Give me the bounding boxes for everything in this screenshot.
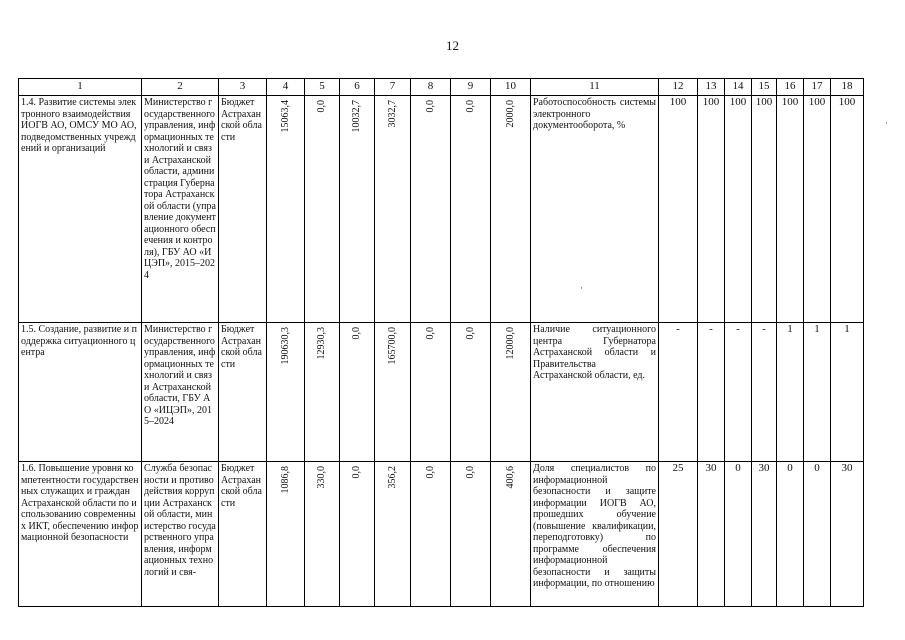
scan-speck: ·	[580, 283, 583, 293]
target-value-cell: 0	[725, 462, 752, 607]
funding-source-cell: Бюджет Астраханской области	[219, 462, 267, 607]
financing-cell	[267, 462, 305, 607]
financing-value: 0,0	[351, 466, 362, 479]
target-value-cell: 0	[804, 462, 831, 607]
target-value-cell: 30	[752, 462, 777, 607]
target-value-cell: 100	[725, 96, 752, 323]
indicator-cell: Наличие ситуационного центра Губернатора Астраханской области и Правительства Астраханской области, ед.	[531, 323, 659, 462]
financing-value: 0,0	[316, 100, 327, 113]
column-number-header: 18	[831, 79, 864, 96]
financing-cell	[375, 323, 411, 462]
financing-cell	[305, 96, 340, 323]
column-number-header: 13	[698, 79, 725, 96]
column-number-header: 6	[340, 79, 375, 96]
target-value-cell: -	[659, 323, 698, 462]
column-number-row	[19, 79, 864, 96]
financing-value: 2000,0	[504, 100, 516, 128]
table-row	[19, 96, 864, 323]
target-value-cell: 100	[777, 96, 804, 323]
program-table	[18, 78, 864, 607]
column-number-header: 4	[267, 79, 305, 96]
financing-cell	[491, 462, 531, 607]
column-number-header: 10	[491, 79, 531, 96]
activity-name-cell: 1.5. Создание, развитие и поддержка ситуационного центра	[19, 323, 142, 462]
target-value-cell: 30	[831, 462, 864, 607]
target-value-cell: -	[698, 323, 725, 462]
indicator-cell: Доля специалистов по информационной безопасности и защите информации ИОГВ АО, прошедших обучение (повышение квалификации, переподготовку) по программе обеспечения информационной безопасности и защиты информации, по отношению	[531, 462, 659, 607]
financing-cell	[340, 462, 375, 607]
responsible-cell: Министерство государственного управления, информационных технологий и связи Астраханской области, ГБУ АО «ИЦЭП», 2015–2024	[142, 323, 219, 462]
financing-cell	[411, 323, 451, 462]
financing-cell	[340, 323, 375, 462]
financing-cell	[451, 323, 491, 462]
financing-value: 10032,7	[351, 100, 362, 133]
financing-cell	[305, 462, 340, 607]
financing-cell	[305, 323, 340, 462]
activity-name-cell: 1.4. Развитие системы электронного взаимодействия ИОГВ АО, ОМСУ МО АО, подведомственных учреждений и организаций	[19, 96, 142, 323]
responsible-cell: Министерство государственного управления, информационных технологий и связи Астраханской области, администрация Губернатора Астраханской области (управление документационного обеспечения и контроля), ГБУ АО «ИЦЭП», 2015–2024	[142, 96, 219, 323]
financing-value: 3032,7	[386, 100, 398, 128]
financing-cell	[267, 96, 305, 323]
page-number: 12	[446, 38, 459, 53]
column-number-header: 17	[804, 79, 831, 96]
financing-value: 0,0	[464, 327, 476, 340]
column-number-header: 15	[752, 79, 777, 96]
financing-value: 165700,0	[386, 327, 398, 365]
column-number-header: 11	[531, 79, 659, 96]
target-value-cell: -	[725, 323, 752, 462]
funding-source-cell: Бюджет Астраханской области	[219, 96, 267, 323]
target-value-cell: 0	[777, 462, 804, 607]
financing-cell	[491, 96, 531, 323]
financing-value: 12930,3	[316, 327, 327, 360]
financing-value: 1086,8	[279, 466, 291, 494]
target-value-cell: 100	[752, 96, 777, 323]
financing-value: 0,0	[351, 327, 362, 340]
target-value-cell: 100	[831, 96, 864, 323]
financing-value: 0,0	[424, 466, 436, 479]
column-number-header: 9	[451, 79, 491, 96]
target-value-cell: 30	[698, 462, 725, 607]
column-number-header: 2	[142, 79, 219, 96]
target-value-cell: 1	[777, 323, 804, 462]
column-number-header: 5	[305, 79, 340, 96]
financing-value: 190630,3	[279, 327, 291, 365]
activity-name-cell: 1.6. Повышение уровня компетентности государственных служащих и граждан Астраханской области по использованию современных ИКТ, обеспечению информационной безопасности	[19, 462, 142, 607]
financing-cell	[451, 96, 491, 323]
financing-cell	[451, 462, 491, 607]
target-value-cell: 25	[659, 462, 698, 607]
financing-value: 12000,0	[504, 327, 516, 360]
financing-value: 400,6	[504, 466, 516, 489]
funding-source-cell: Бюджет Астраханской области	[219, 323, 267, 462]
target-value-cell: 100	[698, 96, 725, 323]
financing-value: 15063,4	[279, 100, 291, 133]
financing-cell	[340, 96, 375, 323]
column-number-header: 14	[725, 79, 752, 96]
indicator-cell: Работоспособность системы электронного документооборота, %	[531, 96, 659, 323]
responsible-cell: Служба безопасности и противодействия коррупции Астраханской области, министерство государственного управления, информационных технологий и свя-	[142, 462, 219, 607]
column-number-header: 3	[219, 79, 267, 96]
column-number-header: 7	[375, 79, 411, 96]
table-row	[19, 462, 864, 607]
target-value-cell: 1	[831, 323, 864, 462]
financing-value: 0,0	[424, 327, 436, 340]
financing-value: 356,2	[386, 466, 398, 489]
column-number-header: 16	[777, 79, 804, 96]
financing-cell	[375, 462, 411, 607]
target-value-cell: 100	[804, 96, 831, 323]
financing-value: 0,0	[464, 466, 476, 479]
financing-value: 0,0	[424, 100, 436, 113]
financing-value: 0,0	[464, 100, 476, 113]
target-value-cell: 1	[804, 323, 831, 462]
financing-value: 330,0	[316, 466, 327, 489]
financing-cell	[267, 323, 305, 462]
scan-speck: ·	[885, 118, 888, 128]
target-value-cell: -	[752, 323, 777, 462]
column-number-header: 8	[411, 79, 451, 96]
financing-cell	[411, 96, 451, 323]
column-number-header: 1	[19, 79, 142, 96]
financing-cell	[491, 323, 531, 462]
table-row	[19, 323, 864, 462]
target-value-cell: 100	[659, 96, 698, 323]
column-number-header: 12	[659, 79, 698, 96]
financing-cell	[411, 462, 451, 607]
financing-cell	[375, 96, 411, 323]
